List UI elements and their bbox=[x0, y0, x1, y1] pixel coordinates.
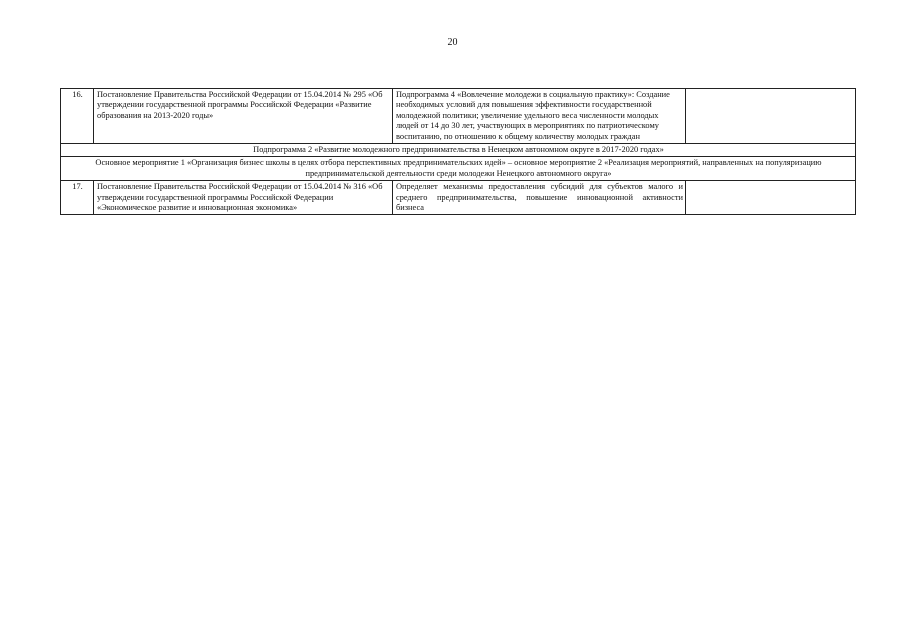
subprogram-heading: Подпрограмма 2 «Развитие молодежного предпринимательства в Ненецком автономном округе в 2017-2020 годах» bbox=[61, 144, 856, 157]
description-cell: Подпрограмма 4 «Вовлечение молодежи в социальную практику»: Создание необходимых условий для повышения эффективности государственной молодежной политики; увеличение удельного веса численности молодых людей от 14 до 30 лет, участвующих в мероприятиях по патриотическому воспитанию, по отношению к общему количеству молодых граждан bbox=[393, 89, 686, 144]
main-activity-heading: Основное мероприятие 1 «Организация бизнес школы в целях отбора перспективных предпринимательских идей» – основное мероприятие 2 «Реализация мероприятий, направленных на популяризацию предпринимательской деятельности среди молодежи Ненецкого автономного округа» bbox=[61, 157, 856, 181]
row-number: 17. bbox=[61, 181, 94, 215]
note-cell bbox=[686, 89, 856, 144]
row-number: 16. bbox=[61, 89, 94, 144]
subprogram-row bbox=[61, 144, 856, 157]
main-activity-row bbox=[61, 157, 856, 181]
document-cell: Постановление Правительства Российской Федерации от 15.04.2014 № 295 «Об утверждении государственной программы Российской Федерации «Развитие образования на 2013-2020 годы» bbox=[94, 89, 393, 144]
description-cell: Определяет механизмы предоставления субсидий для субъектов малого и среднего предпринимательства, повышение инновационной активности бизнеса bbox=[393, 181, 686, 215]
page-number: 20 bbox=[447, 37, 458, 48]
table-row bbox=[61, 181, 856, 215]
table-row bbox=[61, 89, 856, 144]
document-cell: Постановление Правительства Российской Федерации от 15.04.2014 № 316 «Об утверждении государственной программы Российской Федерации «Экономическое развитие и инновационная экономика» bbox=[94, 181, 393, 215]
note-cell bbox=[686, 181, 856, 215]
document-table bbox=[60, 88, 856, 215]
